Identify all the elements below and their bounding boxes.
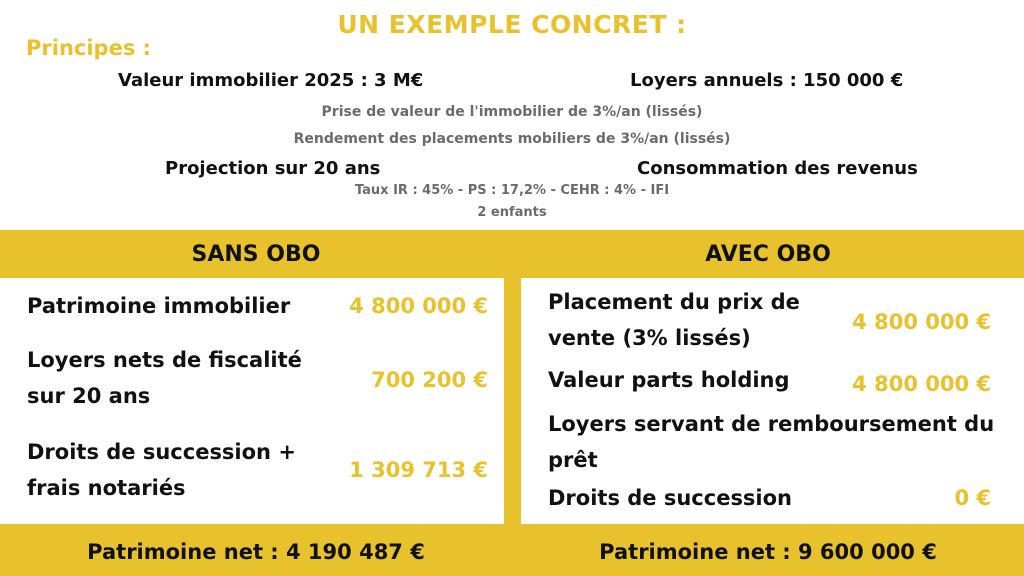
fact-rendement: Rendement des placements mobiliers de 3%/an (lissés) xyxy=(293,131,731,147)
sans-row-label: Droits de succession + frais notariés xyxy=(27,440,296,500)
fact-enfants: 2 enfants xyxy=(477,205,547,220)
fact-prise: Prise de valeur de l'immobilier de 3%/an (lissés) xyxy=(321,104,703,120)
fact-projection: Projection sur 20 ans xyxy=(165,158,381,179)
sans-obo-panel xyxy=(0,278,504,524)
sans-row-label: Loyers nets de fiscalité sur 20 ans xyxy=(27,348,302,408)
avec-row-label: Loyers servant de remboursement du prêt xyxy=(548,412,995,472)
avec-row-value: 4 800 000 € xyxy=(852,310,991,334)
avec-row-label: Placement du prix de vente (3% lissés) xyxy=(548,290,800,350)
principes-heading: Principes : xyxy=(26,36,152,60)
avec-obo-panel xyxy=(521,278,1024,524)
fact-loyers: Loyers annuels : 150 000 € xyxy=(630,70,904,91)
sans-obo-total: Patrimoine net : 4 190 487 € xyxy=(87,540,425,564)
fact-taux: Taux IR : 45% - PS : 17,2% - CEHR : 4% - IFI xyxy=(354,183,670,198)
sans-row-value: 700 200 € xyxy=(371,368,488,392)
fact-consommation: Consommation des revenus xyxy=(637,158,918,179)
sans-row-label: Patrimoine immobilier xyxy=(27,294,291,318)
avec-row-value: 0 € xyxy=(954,486,991,510)
avec-obo-total: Patrimoine net : 9 600 000 € xyxy=(599,540,937,564)
avec-row-value: 4 800 000 € xyxy=(852,372,991,396)
avec-obo-header: AVEC OBO xyxy=(705,242,831,267)
avec-row-label: Droits de succession xyxy=(548,486,793,510)
sans-row-value: 4 800 000 € xyxy=(349,294,488,318)
sans-row-value: 1 309 713 € xyxy=(349,458,488,482)
sans-obo-header: SANS OBO xyxy=(191,242,321,267)
page-title: UN EXEMPLE CONCRET : xyxy=(337,10,687,39)
avec-row-label: Valeur parts holding xyxy=(548,368,790,392)
fact-valeur: Valeur immobilier 2025 : 3 M€ xyxy=(118,70,424,91)
